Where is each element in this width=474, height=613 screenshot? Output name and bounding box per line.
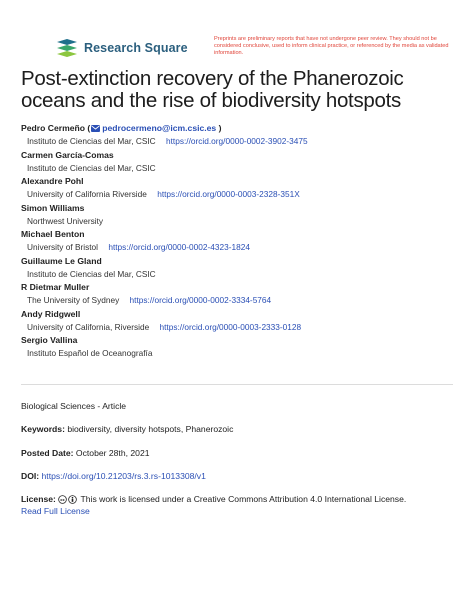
preprint-disclaimer: Preprints are preliminary reports that have not undergone peer review. They should not be considered conclusive, used to inform clinical practice, or referenced by the media as validated information. — [214, 36, 449, 57]
orcid-link[interactable]: https://orcid.org/0000-0002-3902-3475 — [165, 136, 308, 146]
author-affiliation: Instituto Español de Oceanografía — [27, 348, 153, 358]
header — [56, 36, 456, 64]
author-name: Andy Ridgwell — [21, 308, 81, 319]
keywords — [21, 423, 233, 435]
author-affiliation: University of California Riverside — [27, 189, 147, 199]
creative-commons-icon — [58, 495, 67, 504]
license-text: This work is licensed under a Creative Commons Attribution 4.0 International License. — [80, 494, 407, 504]
posted-date-value: October 28th, 2021 — [75, 448, 150, 458]
attribution-icon — [68, 495, 77, 504]
author-entry: Pedro Cermeño ( pedrocermeno@icm.csic.es ) Instituto de Ciencias del Mar, CSIC https://orcid.org/0000-0002-3902-3475 — [21, 123, 308, 146]
section-divider — [21, 384, 453, 385]
envelope-icon — [91, 125, 100, 132]
author-name: Sergio Vallina — [21, 335, 78, 345]
author-affiliation: The University of Sydney — [27, 295, 120, 305]
author-affiliation: Northwest University — [27, 215, 104, 226]
logo-text: Research Square — [84, 41, 188, 55]
orcid-link[interactable]: https://orcid.org/0000-0003-2333-0128 — [159, 321, 302, 332]
author-entry — [21, 255, 461, 282]
doi-link[interactable]: https://doi.org/10.21203/rs.3.rs-1013308/v1 — [41, 471, 206, 481]
posted-date — [21, 447, 150, 459]
orcid-link[interactable]: https://orcid.org/0000-0002-3334-5764 — [129, 295, 272, 305]
author-email-link[interactable]: pedrocermeno@icm.csic.es — [102, 123, 217, 133]
posted-date-label: Posted Date: — [21, 448, 74, 458]
orcid-link[interactable]: https://orcid.org/0000-0003-2328-351X — [157, 189, 300, 199]
author-entry — [21, 308, 461, 335]
author-entry — [21, 228, 461, 255]
author-name: Alexandre Pohl — [21, 176, 84, 186]
keywords-value: biodiversity, diversity hotspots, Phanerozoic — [67, 424, 234, 434]
author-affiliation: Instituto de Ciencias del Mar, CSIC — [27, 136, 156, 146]
research-square-logo[interactable] — [56, 38, 188, 58]
article-category: Biological Sciences - Article — [21, 401, 127, 411]
author-name: Michael Benton — [21, 229, 85, 239]
author-name: Guillaume Le Gland — [21, 255, 102, 266]
author-affiliation: University of Bristol — [27, 242, 99, 252]
author-name: Pedro Cermeño — [21, 123, 85, 133]
author-affiliation: University of California, Riverside — [27, 321, 150, 332]
author-affiliation: Instituto de Ciencias del Mar, CSIC — [27, 162, 156, 173]
keywords-label: Keywords: — [21, 424, 65, 434]
author-list — [21, 122, 461, 361]
author-entry — [21, 149, 461, 176]
research-square-logo-icon — [56, 38, 78, 58]
read-full-license-link[interactable]: Read Full License — [21, 506, 90, 516]
paper-title: Post-extinction recovery of the Phanerozoic oceans and the rise of biodiversity hotspots — [21, 67, 404, 112]
svg-text:cc: cc — [60, 497, 65, 502]
doi — [21, 470, 206, 482]
doi-label: DOI: — [21, 471, 40, 481]
author-name: Simon Williams — [21, 202, 85, 213]
license-label: License: — [21, 494, 56, 504]
author-entry — [21, 175, 461, 202]
author-affiliation: Instituto de Ciencias del Mar, CSIC — [27, 268, 156, 279]
author-name: R Dietmar Muller — [21, 282, 90, 292]
author-entry — [21, 281, 461, 308]
author-name: Carmen García-Comas — [21, 149, 114, 160]
orcid-link[interactable]: https://orcid.org/0000-0002-4323-1824 — [108, 242, 250, 252]
license — [21, 493, 461, 517]
author-entry — [21, 202, 461, 229]
author-entry — [21, 334, 461, 361]
